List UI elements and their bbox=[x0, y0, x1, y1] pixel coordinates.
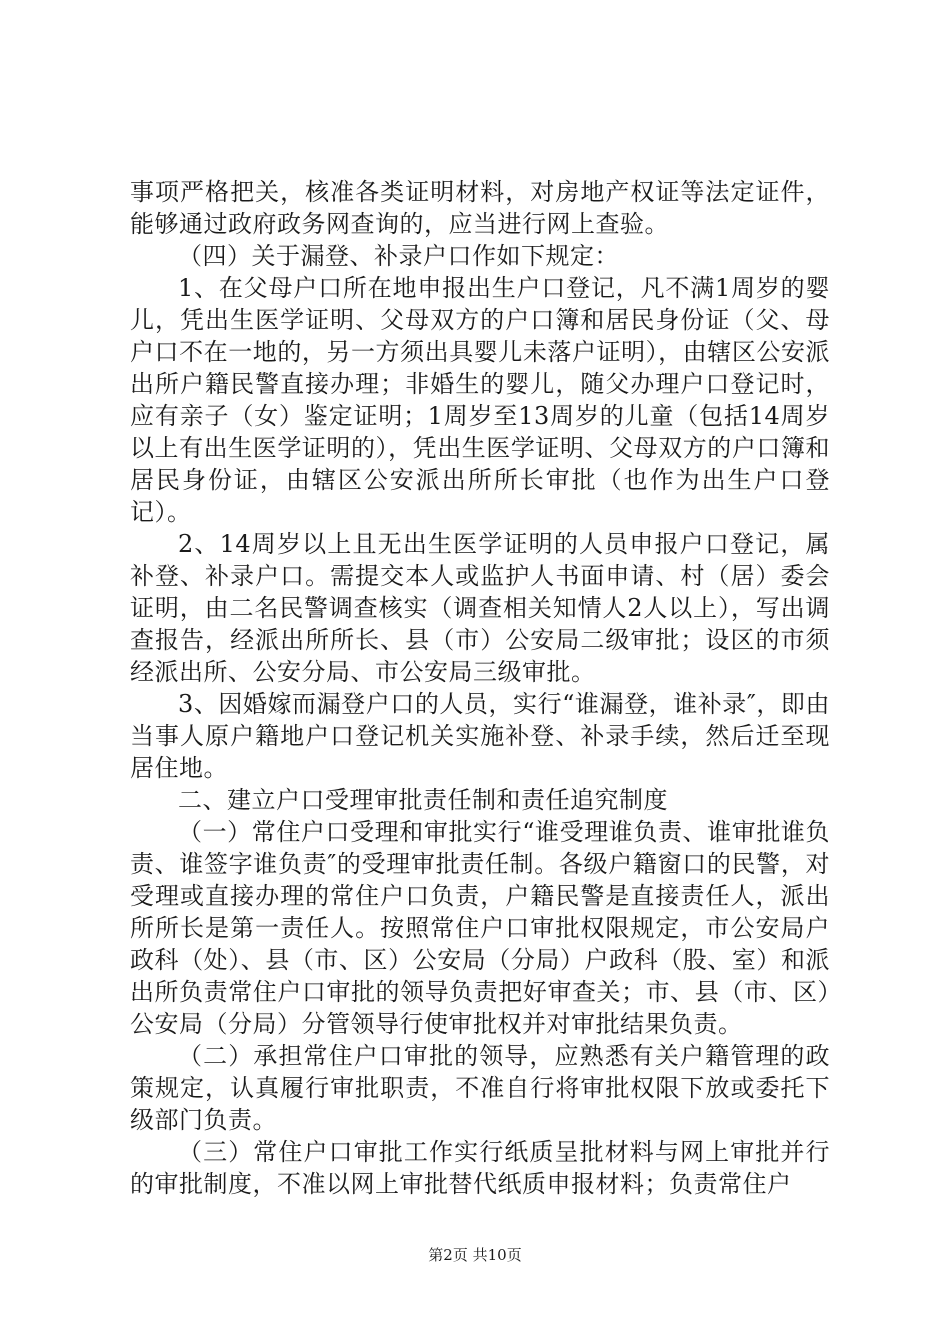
paragraph-item-2: 2、14周岁以上且无出生医学证明的人员申报户口登记，属补登、补录户口。需提交本人或监护人书面申请、村（居）委会证明，由二名民警调查核实（调查相关知情人2人以上），写出调查报告，经派出所所长、县（市）公安局二级审批；设区的市须经派出所、公安分局、市公安局三级审批。 bbox=[130, 530, 830, 686]
paragraph-subsection-2: （二）承担常住户口审批的领导，应熟悉有关户籍管理的政策规定，认真履行审批职责，不准自行将审批权限下放或委托下级部门负责。 bbox=[130, 1042, 830, 1134]
paragraph-item-3: 3、因婚嫁而漏登户口的人员，实行“谁漏登，谁补录″，即由当事人原户籍地户口登记机关实施补登、补录手续，然后迁至现居住地。 bbox=[130, 690, 830, 782]
page-number-footer: 第2页 共10页 bbox=[428, 1246, 522, 1264]
paragraph-item-1: 1、在父母户口所在地申报出生户口登记，凡不满1周岁的婴儿，凭出生医学证明、父母双方的户口簿和居民身份证（父、母户口不在一地的，另一方须出具婴儿未落户证明），由辖区公安派出所户籍民警直接办理；非婚生的婴儿，随父办理户口登记时，应有亲子（女）鉴定证明；1周岁至13周岁的儿童（包括14周岁以上有出生医学证明的），凭出生医学证明、父母双方的户口簿和居民身份证，由辖区公安派出所所长审批（也作为出生户口登记）。 bbox=[130, 274, 830, 526]
document-body bbox=[130, 176, 830, 1200]
paragraph-subsection-3: （三）常住户口审批工作实行纸质呈批材料与网上审批并行的审批制度，不准以网上审批替代纸质申报材料；负责常住户 bbox=[130, 1138, 830, 1198]
paragraph-continuation: 事项严格把关，核准各类证明材料，对房地产权证等法定证件，能够通过政府政务网查询的，应当进行网上查验。 bbox=[130, 178, 830, 238]
paragraph-subsection-1: （一）常住户口受理和审批实行“谁受理谁负责、谁审批谁负责、谁签字谁负责″的受理审批责任制。各级户籍窗口的民警，对受理或直接办理的常住户口负责，户籍民警是直接责任人，派出所所长是第一责任人。按照常住户口审批权限规定，市公安局户政科（处）、县（市、区）公安局（分局）户政科（股、室）和派出所负责常住户口审批的领导负责把好审查关；市、县（市、区）公安局（分局）分管领导行使审批权并对审批结果负责。 bbox=[130, 818, 830, 1038]
paragraph-section-heading-2: 二、建立户口受理审批责任制和责任追究制度 bbox=[178, 786, 668, 814]
paragraph-section-heading-4: （四）关于漏登、补录户口作如下规定： bbox=[178, 242, 619, 270]
